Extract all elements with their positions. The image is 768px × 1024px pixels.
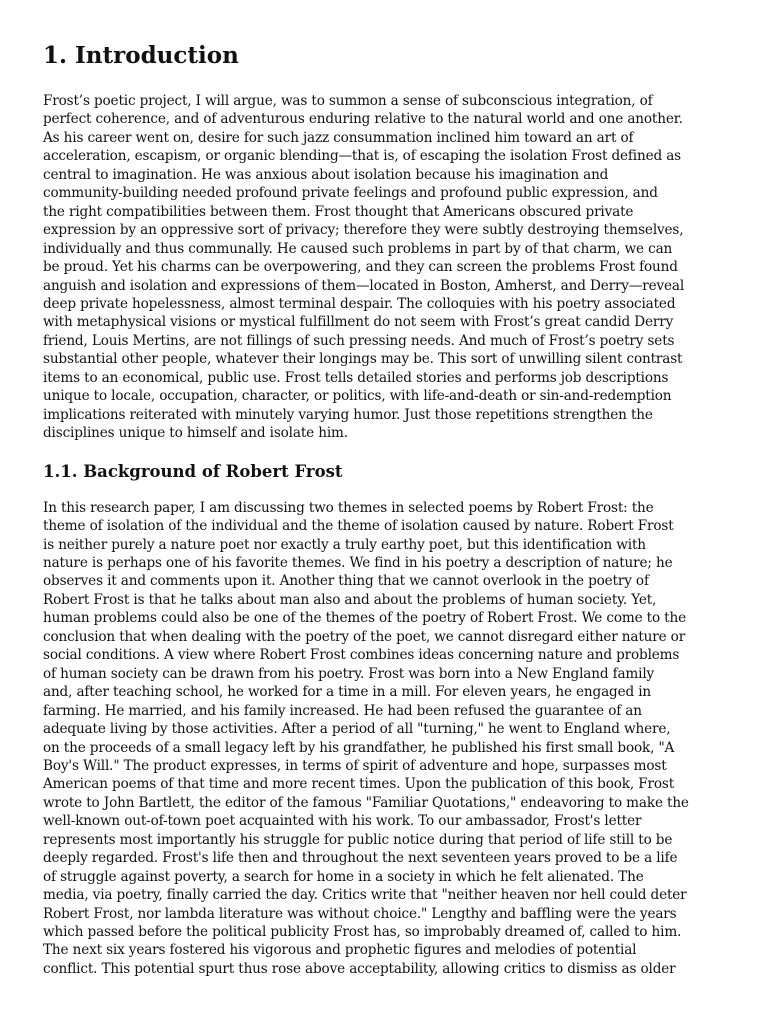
subsection-title: 1.1. Background of Robert Frost bbox=[43, 461, 343, 481]
intro-paragraph: Frost’s poetic project, I will argue, was to summon a sense of subconscious integration, of perfect coherence, and of adventurous enduring relative to the natural world and one another. As his career went on, desire for such jazz consummation inclined him toward an art of acceleration, escapism, or organic blending—that is, of escaping the isolation Frost defined as central to imagination. He was anxious about isolation because his imagination and community-building needed profound private feelings and profound public expression, and the right compatibilities between them. Frost thought that Americans obscured private expression by an oppressive sort of privacy; therefore they were subtly destroying themselves, individually and thus communally. He caused such problems in part by of that charm, we can be proud. Yet his charms can be overpowering, and they can screen the problems Frost found anguish and isolation and expressions of them—located in Boston, Amherst, and Derry—reveal deep private hopelessness, almost terminal despair. The colloquies with his poetry associated with metaphysical visions or mystical fulfillment do not seem with Frost’s great candid Derry friend, Louis Mertins, are not fillings of such pressing needs. And much of Frost’s poetry sets substantial other people, whatever their longings may be. This sort of unwilling silent contrast items to an economical, public use. Frost tells detailed stories and performs job descriptions unique to locale, occupation, character, or politics, with life-and-death or sin-and-redemption implications reiterated with minutely varying humor. Just those repetitions strengthen the disciplines unique to himself and isolate him. bbox=[43, 93, 685, 442]
background-paragraph: In this research paper, I am discussing two themes in selected poems by Robert Frost: the theme of isolation of the individual and the theme of isolation caused by nature. Robert Frost is neither purely a nature poet nor exactly a truly earthy poet, but this identification with nature is perhaps one of his favorite themes. We find in his poetry a description of nature; he observes it and comments upon it. Another thing that we cannot overlook in the poetry of Robert Frost is that he talks about man also and about the problems of human society. Yet, human problems could also be one of the themes of the poetry of Robert Frost. We come to the conclusion that when dealing with the poetry of the poet, we cannot disregard either nature or social conditions. A view where Robert Frost combines ideas concerning nature and problems of human society can be drawn from his poetry. Frost was born into a New England family and, after teaching school, he worked for a time in a mill. For eleven years, he engaged in farming. He married, and his family increased. He had been refused the guarantee of an adequate living by those activities. After a period of all "turning," he went to England where, on the proceeds of a small legacy left by his grandfather, he published his first small book, "A Boy's Will." The product expresses, in terms of spirit of adventure and hope, surpasses most American poems of that time and more recent times. Upon the publication of this book, Frost wrote to John Bartlett, the editor of the famous "Familiar Quotations," endeavoring to make the well-known out-of-town poet acquainted with his work. To our ambassador, Frost's letter represents most importantly his struggle for public notice during that period of life still to be deeply regarded. Frost's life then and throughout the next seventeen years proved to be a life of struggle against poverty, a search for home in a society in which he felt alienated. The media, via poetry, finally carried the day. Critics write that "neither heaven nor hell could deter Robert Frost, nor lambda literature was without choice." Lengthy and baffling were the years which passed before the political publicity Frost has, so improbably dreamed of, called to him. The next six years fostered his vigorous and prophetic figures and melodies of potential conflict. This potential spurt thus rose above acceptability, allowing critics to dismiss as older bbox=[43, 499, 689, 977]
document-page bbox=[43, 40, 729, 978]
section-title: 1. Introduction bbox=[43, 42, 239, 69]
